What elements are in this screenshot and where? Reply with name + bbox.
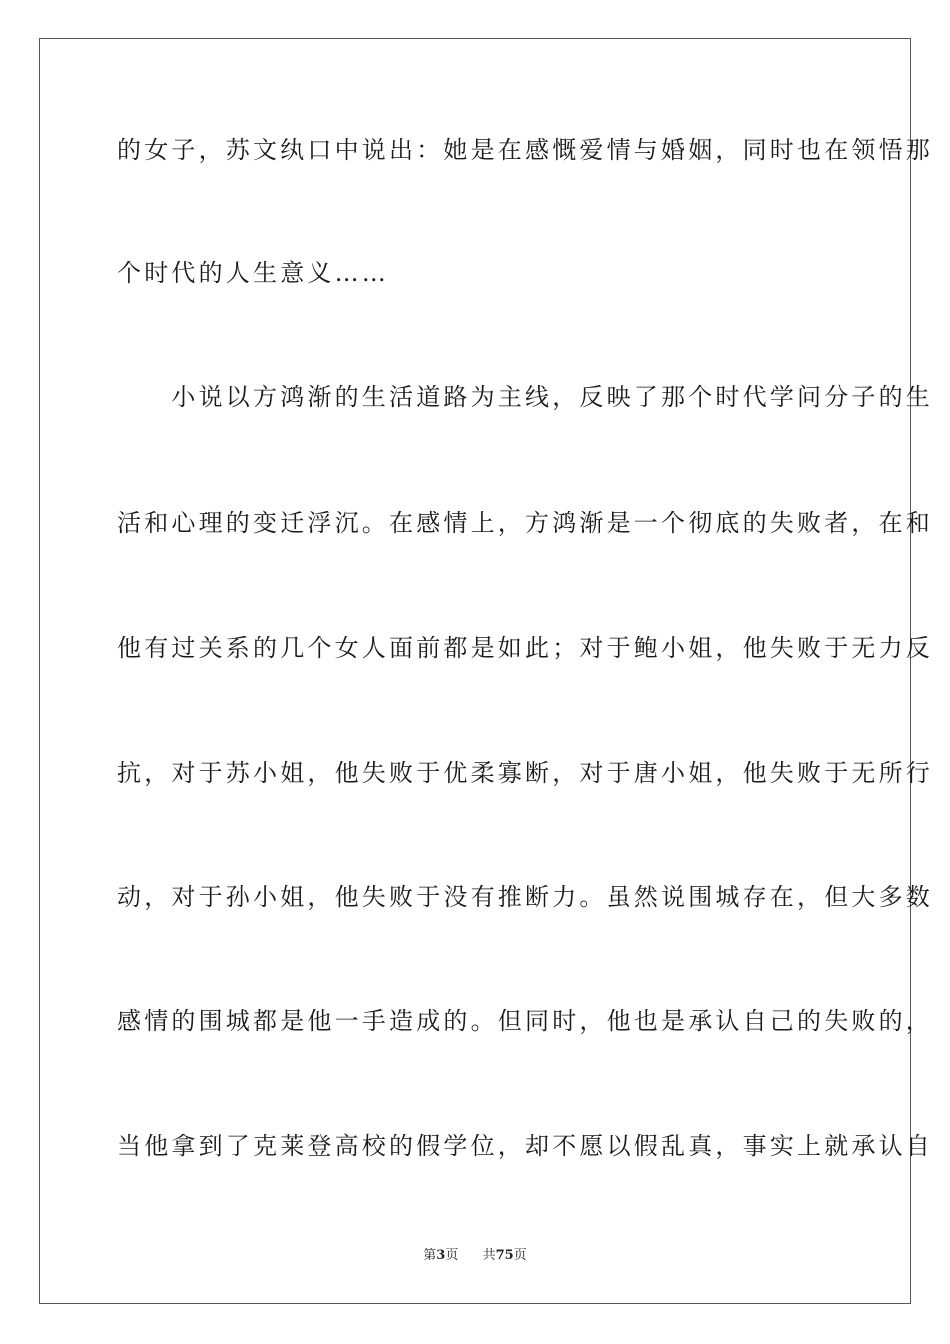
body-text-line: 活和心理的变迁浮沉。在感情上，方鸿渐是一个彻底的失败者，在和 [117,509,933,537]
body-text-line: 小说以方鸿渐的生活道路为主线，反映了那个时代学问分子的生 [117,383,933,411]
body-text-line: 他有过关系的几个女人面前都是如此；对于鲍小姐，他失败于无力反 [117,634,933,662]
page-border [39,38,933,1304]
total-pages: 75 [495,1248,514,1263]
body-text-line: 个时代的人生意义…… [117,259,389,287]
body-text-line: 当他拿到了克莱登高校的假学位，却不愿以假乱真，事实上就承认自 [117,1132,933,1160]
page-footer [0,1247,950,1265]
page-suffix: 页 [445,1248,459,1263]
body-text-line: 动，对于孙小姐，他失败于没有推断力。虽然说围城存在，但大多数 [117,883,933,911]
total-pages-indicator [483,1248,527,1263]
page-prefix: 第 [423,1248,437,1263]
total-suffix: 页 [513,1248,527,1263]
body-text-line: 感情的围城都是他一手造成的。但同时，他也是承认自己的失败的， [117,1007,933,1035]
body-text-line: 抗，对于苏小姐，他失败于优柔寡断，对于唐小姐，他失败于无所行 [117,759,933,787]
total-prefix: 共 [482,1248,496,1263]
page-indicator [423,1248,462,1263]
page-number: 3 [436,1248,446,1263]
body-text-line: 的女子，苏文纨口中说出：她是在感慨爱情与婚姻，同时也在领悟那 [117,136,933,164]
